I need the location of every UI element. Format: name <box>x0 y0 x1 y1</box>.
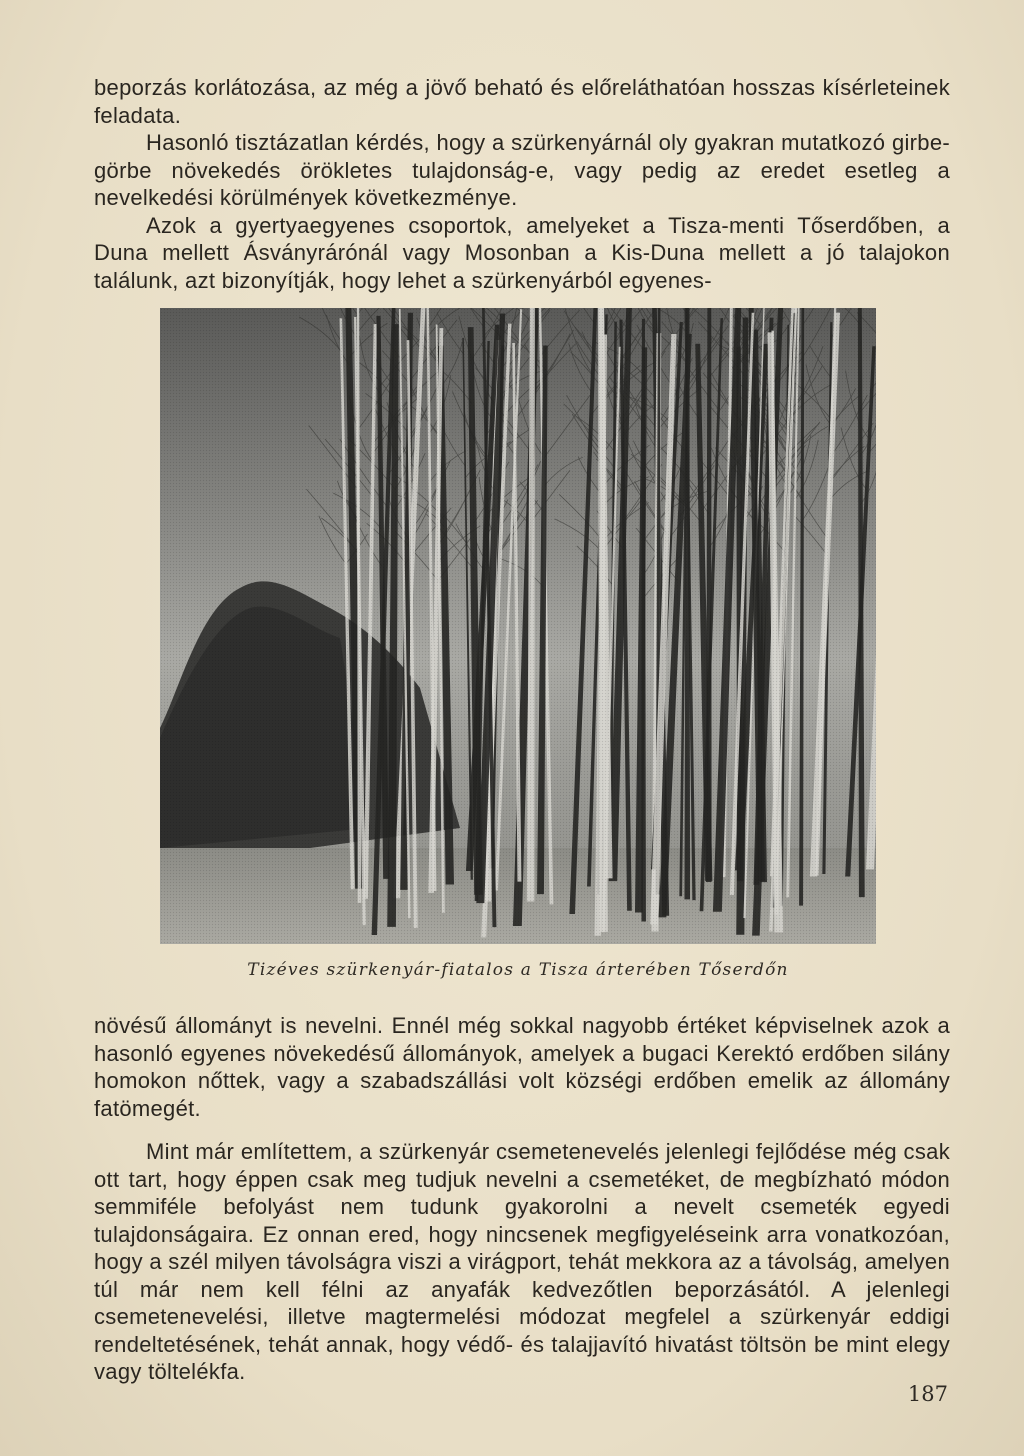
paragraph-azok: Azok a gyertyaegyenes csoportok, amelyeket a Tisza-menti Tőserdőben, a Duna mellett Ásványrárónál vagy Mosonban a Kis-Duna mellett a jó talajokon találunk, azt bizonyítják, hogy lehet a szürkenyárból egyenes- <box>94 212 950 293</box>
top-text-block <box>94 74 950 294</box>
figure-caption: Tizéves szürkenyár-fiatalos a Tisza árterében Tőserdőn <box>247 960 789 980</box>
paragraph-mint-mar: Mint már említettem, a szürkenyár csemetenevelés jelenlegi fejlődése még csak ott tart, hogy éppen csak meg tudjuk nevelni a csemetéket, de megbízható módon semmiféle befolyást nem tudunk gyakorolni a nevelt csemeték egyedi tulajdonságaira. Ez onnan ered, hogy nincsenek megfigyeléseink arra vonatkozóan, hogy a szél milyen távolságra viszi a virágport, tehát mekkora az a távolság, amelyen túl már nem kell félni az anyafák kedvezőtlen beporzásától. A jelenlegi csemetenevelési, illetve magtermelési módozat megfelel a szürkenyár eddigi rendeltetésének, tehát annak, hogy védő- és talajjavító hivatást töltsön be mint elegy vagy töltelékfa. <box>94 1139 950 1384</box>
paragraph-continuation: beporzás korlátozása, az még a jövő beható és előreláthatóan hosszas kísérleteinek feladata. <box>94 75 950 128</box>
paragraph-hasonlo: Hasonló tisztázatlan kérdés, hogy a szürkenyárnál oly gyakran mutatkozó girbe-görbe növekedés örökletes tulajdonság-e, vagy pedig az eredet esetleg a nevelkedési körülmények következménye. <box>94 130 950 210</box>
bottom-text-block <box>94 1012 950 1386</box>
forest-photograph <box>160 308 876 944</box>
page-number: 187 <box>907 1382 948 1406</box>
paragraph-novesu: növésű állományt is nevelni. Ennél még sokkal nagyobb értéket képviselnek azok a hasonló egyenes növekedésű állományok, amelyek a bugaci Kerektó erdőben silány homokon nőttek, vagy a szabadszállási volt községi erdőben emelik az állomány fatömegét. <box>94 1013 950 1121</box>
